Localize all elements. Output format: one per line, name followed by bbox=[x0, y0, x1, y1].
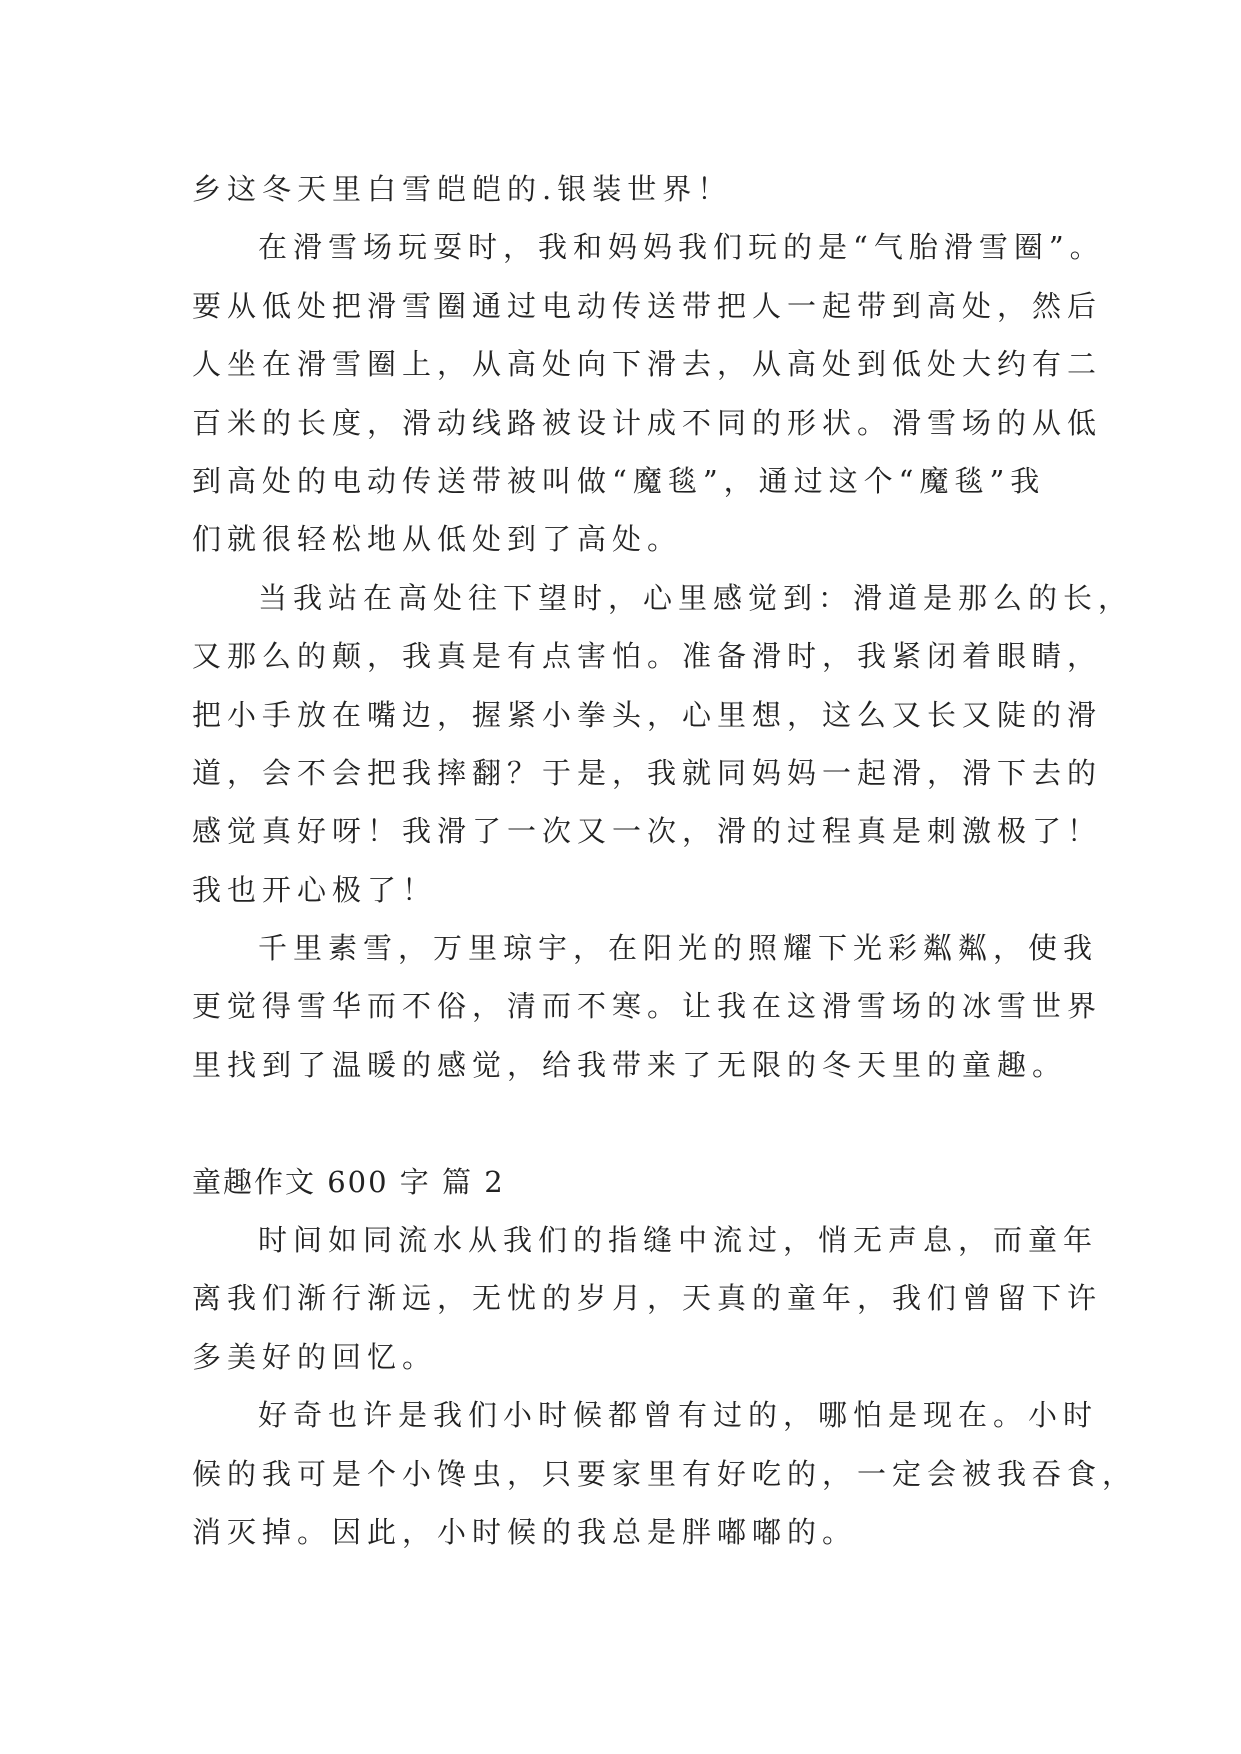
text-line: 道，会不会把我摔翻？于是，我就同妈妈一起滑，滑下去的 bbox=[192, 755, 1103, 790]
text-line: 离我们渐行渐远，无忧的岁月，天真的童年，我们曾留下许 bbox=[192, 1281, 1103, 1316]
text-line: 要从低处把滑雪圈通过电动传送带把人一起带到高处，然后 bbox=[192, 288, 1103, 323]
paragraph-start-line: 好奇也许是我们小时候都曾有过的，哪怕是现在。小时 bbox=[258, 1398, 1099, 1433]
paragraph-start-line: 千里素雪，万里琼宇，在阳光的照耀下光彩粼粼，使我 bbox=[258, 931, 1099, 966]
text-line: 百米的长度，滑动线路被设计成不同的形状。滑雪场的从低 bbox=[192, 405, 1103, 440]
text-line: 里找到了温暖的感觉，给我带来了无限的冬天里的童趣。 bbox=[192, 1047, 1068, 1082]
paragraph-start-line: 当我站在高处往下望时，心里感觉到：滑道是那么的长， bbox=[258, 580, 1134, 615]
text-line: 乡这冬天里白雪皑皑的.银装世界！ bbox=[192, 172, 733, 206]
text-line: 到高处的电动传送带被叫做“魔毯”，通过这个“魔毯”我 bbox=[192, 463, 1046, 498]
text-line: 们就很轻松地从低处到了高处。 bbox=[192, 522, 683, 557]
text-line: 更觉得雪华而不俗，清而不寒。让我在这滑雪场的冰雪世界 bbox=[192, 989, 1103, 1024]
text-line: 感觉真好呀！我滑了一次又一次，滑的过程真是刺激极了！ bbox=[192, 814, 1103, 849]
section-spacer bbox=[192, 1094, 1072, 1152]
paragraph-start-line: 时间如同流水从我们的指缝中流过，悄无声息，而童年 bbox=[258, 1223, 1099, 1258]
document-body bbox=[192, 160, 1138, 1561]
text-line: 又那么的颠，我真是有点害怕。准备滑时，我紧闭着眼睛， bbox=[192, 639, 1103, 674]
text-line: 多美好的回忆。 bbox=[192, 1339, 438, 1374]
paragraph-start-line: 在滑雪场玩耍时，我和妈妈我们玩的是“气胎滑雪圈”。 bbox=[258, 230, 1105, 265]
text-line: 消灭掉。因此，小时候的我总是胖嘟嘟的。 bbox=[192, 1514, 858, 1549]
section-heading: 童趣作文 600 字 篇 2 bbox=[192, 1164, 505, 1199]
text-line: 我也开心极了！ bbox=[192, 872, 438, 907]
text-line: 候的我可是个小馋虫，只要家里有好吃的，一定会被我吞食， bbox=[192, 1456, 1138, 1491]
text-line: 把小手放在嘴边，握紧小拳头，心里想，这么又长又陡的滑 bbox=[192, 697, 1103, 732]
text-line: 人坐在滑雪圈上，从高处向下滑去，从高处到低处大约有二 bbox=[192, 347, 1103, 382]
